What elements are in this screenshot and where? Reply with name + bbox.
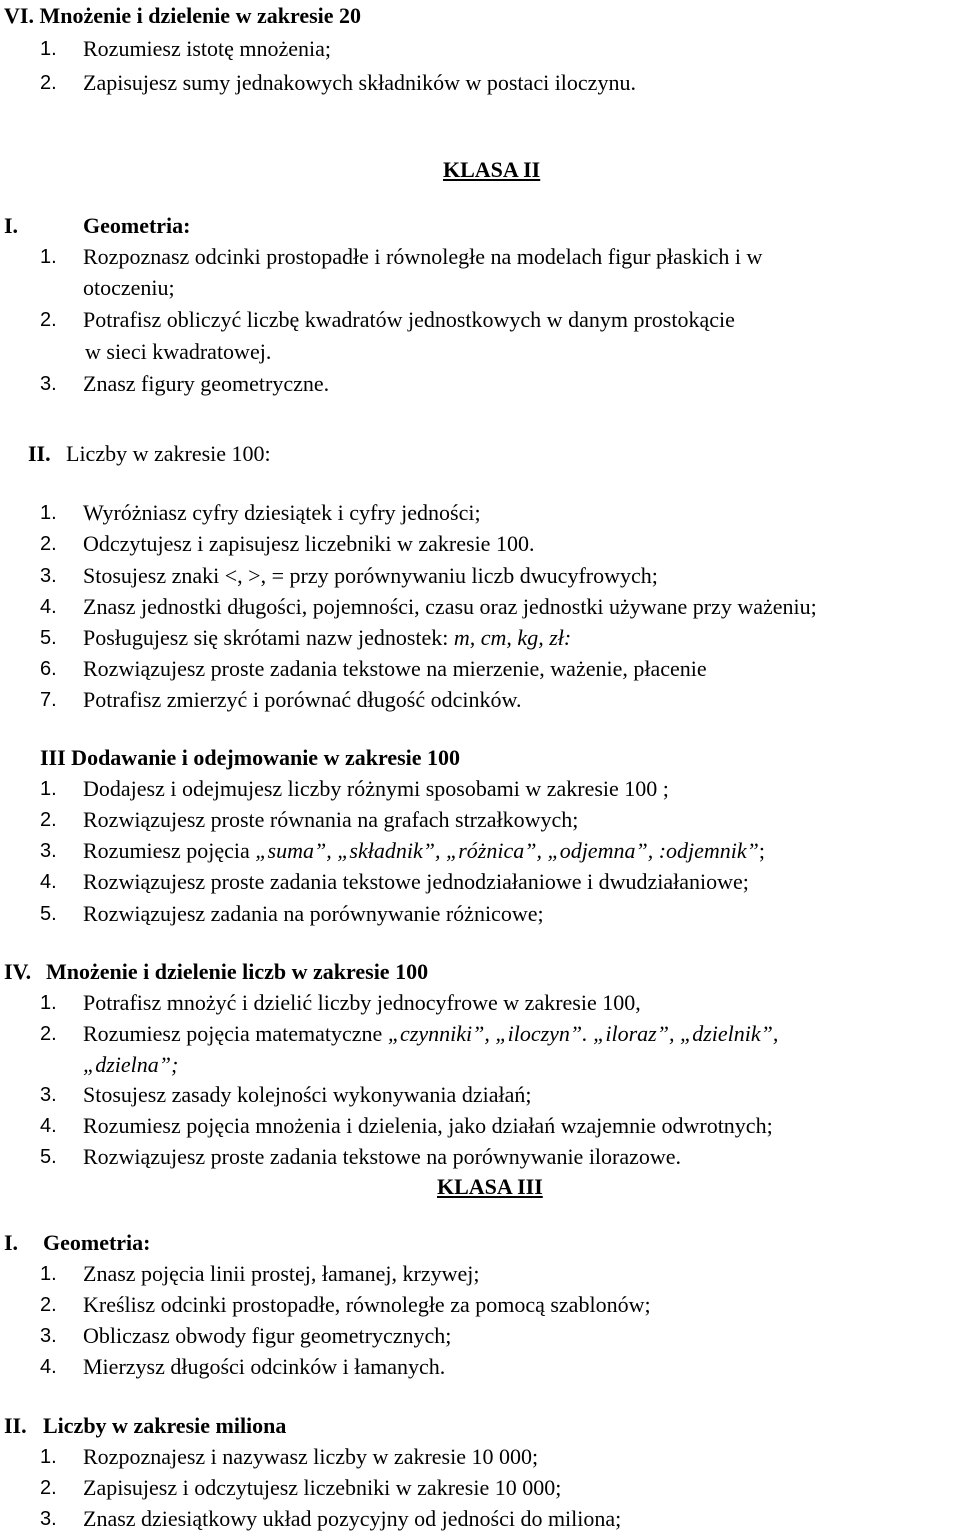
item-number: 2. bbox=[40, 1023, 57, 1045]
item-text-main: Rozumiesz pojęcia matematyczne bbox=[83, 1021, 388, 1046]
section-heading: VI. Mnożenie i dzielenie w zakresie 20 bbox=[4, 3, 362, 28]
item-text: Mierzysz długości odcinków i łamanych. bbox=[83, 1354, 446, 1379]
item-text: Znasz figury geometryczne. bbox=[83, 371, 330, 396]
section-roman: IV. bbox=[4, 959, 32, 984]
section-title: Geometria: bbox=[43, 1230, 151, 1255]
item-text: Potrafisz obliczyć liczbę kwadratów jednostkowych w danym prostokącie bbox=[83, 307, 735, 332]
item-number: 4. bbox=[40, 596, 57, 618]
item-continuation: w sieci kwadratowej. bbox=[85, 339, 272, 364]
item-number: 1. bbox=[40, 992, 57, 1014]
section-title: Liczby w zakresie 100: bbox=[66, 441, 271, 466]
item-number: 2. bbox=[40, 1477, 57, 1499]
item-text: Zapisujesz i odczytujesz liczebniki w zakresie 10 000; bbox=[83, 1475, 562, 1500]
item-text: Stosujesz znaki <, >, = przy porównywaniu liczb dwucyfrowych; bbox=[83, 563, 658, 588]
item-text: Znasz jednostki długości, pojemności, czasu oraz jednostki używane przy ważeniu; bbox=[83, 594, 817, 619]
item-text bbox=[83, 837, 765, 865]
item-text-italic: m, cm, kg, zł: bbox=[453, 625, 572, 650]
item-text: Znasz dziesiątkowy układ pozycyjny od jedności do miliona; bbox=[83, 1506, 622, 1531]
item-number: 3. bbox=[40, 840, 57, 862]
item-text: Rozwiązujesz zadania na porównywanie różnicowe; bbox=[83, 901, 544, 926]
section-roman: I. bbox=[4, 213, 19, 238]
section-roman: II. bbox=[4, 1413, 27, 1438]
item-text: Zapisujesz sumy jednakowych składników w postaci iloczynu. bbox=[83, 70, 636, 95]
section-heading: III Dodawanie i odejmowanie w zakresie 100 bbox=[40, 745, 461, 770]
item-text: Potrafisz zmierzyć i porównać długość odcinków. bbox=[83, 687, 522, 712]
item-text-italic: „dzielna”; bbox=[83, 1052, 179, 1077]
item-text-italic: „czynniki”, „iloczyn”. „iloraz”, „dzielnik”, bbox=[387, 1021, 779, 1046]
item-number: 2. bbox=[40, 533, 57, 555]
item-text: Potrafisz mnożyć i dzielić liczby jednocyfrowe w zakresie 100, bbox=[83, 990, 641, 1015]
item-continuation bbox=[83, 1051, 178, 1079]
item-number: 2. bbox=[40, 1294, 57, 1316]
item-number: 1. bbox=[40, 778, 57, 800]
item-text: Rozumiesz pojęcia mnożenia i dzielenia, jako działań wzajemnie odwrotnych; bbox=[83, 1113, 773, 1138]
item-text: Obliczasz obwody figur geometrycznych; bbox=[83, 1323, 452, 1348]
item-number: 5. bbox=[40, 627, 57, 649]
item-number: 3. bbox=[40, 1325, 57, 1347]
item-number: 1. bbox=[40, 1446, 57, 1468]
class-heading: KLASA II bbox=[443, 157, 541, 182]
section-title: Mnożenie i dzielenie liczb w zakresie 100 bbox=[46, 959, 429, 984]
item-number: 2. bbox=[40, 72, 57, 94]
item-text: Rozwiązujesz proste zadania tekstowe na mierzenie, ważenie, płacenie bbox=[83, 656, 707, 681]
section-title: Geometria: bbox=[83, 213, 191, 238]
item-number: 3. bbox=[40, 373, 57, 395]
item-text: Rozpoznajesz i nazywasz liczby w zakresie 10 000; bbox=[83, 1444, 539, 1469]
item-text: Odczytujesz i zapisujesz liczebniki w zakresie 100. bbox=[83, 531, 535, 556]
item-number: 5. bbox=[40, 903, 57, 925]
item-text: Znasz pojęcia linii prostej, łamanej, krzywej; bbox=[83, 1261, 480, 1286]
item-number: 1. bbox=[40, 502, 57, 524]
item-number: 4. bbox=[40, 1356, 57, 1378]
item-text: Rozwiązujesz proste zadania tekstowe jednodziałaniowe i dwudziałaniowe; bbox=[83, 869, 749, 894]
item-number: 2. bbox=[40, 309, 57, 331]
item-number: 3. bbox=[40, 1508, 57, 1530]
item-text: Rozpoznasz odcinki prostopadłe i równoległe na modelach figur płaskich i w bbox=[83, 244, 763, 269]
item-text bbox=[83, 1020, 778, 1048]
section-title: Liczby w zakresie miliona bbox=[43, 1413, 287, 1438]
item-number: 7. bbox=[40, 689, 57, 711]
item-number: 4. bbox=[40, 1115, 57, 1137]
section-roman: II. bbox=[28, 441, 51, 466]
item-text: Rozwiązujesz proste zadania tekstowe na porównywanie ilorazowe. bbox=[83, 1144, 682, 1169]
item-text-tail: ; bbox=[758, 838, 766, 863]
item-text: Rozumiesz istotę mnożenia; bbox=[83, 36, 332, 61]
item-number: 6. bbox=[40, 658, 57, 680]
item-text: Dodajesz i odejmujesz liczby różnymi sposobami w zakresie 100 ; bbox=[83, 776, 669, 801]
item-text-main: Rozumiesz pojęcia bbox=[83, 838, 256, 863]
item-continuation: otoczeniu; bbox=[83, 275, 175, 300]
class-heading: KLASA III bbox=[437, 1174, 543, 1199]
item-number: 3. bbox=[40, 1084, 57, 1106]
item-number: 2. bbox=[40, 809, 57, 831]
item-text: Wyróżniasz cyfry dziesiątek i cyfry jedności; bbox=[83, 500, 481, 525]
item-number: 1. bbox=[40, 246, 57, 268]
item-text-italic: „suma”, „składnik”, „różnica”, „odjemna”, :odjemnik” bbox=[255, 838, 759, 863]
item-number: 1. bbox=[40, 38, 57, 60]
item-text: Kreślisz odcinki prostopadłe, równoległe za pomocą szablonów; bbox=[83, 1292, 651, 1317]
section-roman: I. bbox=[4, 1230, 19, 1255]
item-text bbox=[83, 624, 571, 652]
item-number: 4. bbox=[40, 871, 57, 893]
item-text: Stosujesz zasady kolejności wykonywania działań; bbox=[83, 1082, 532, 1107]
item-text-main: Posługujesz się skrótami nazw jednostek: bbox=[83, 625, 454, 650]
item-text: Rozwiązujesz proste równania na grafach strzałkowych; bbox=[83, 807, 579, 832]
item-number: 5. bbox=[40, 1146, 57, 1168]
item-number: 3. bbox=[40, 565, 57, 587]
item-number: 1. bbox=[40, 1263, 57, 1285]
